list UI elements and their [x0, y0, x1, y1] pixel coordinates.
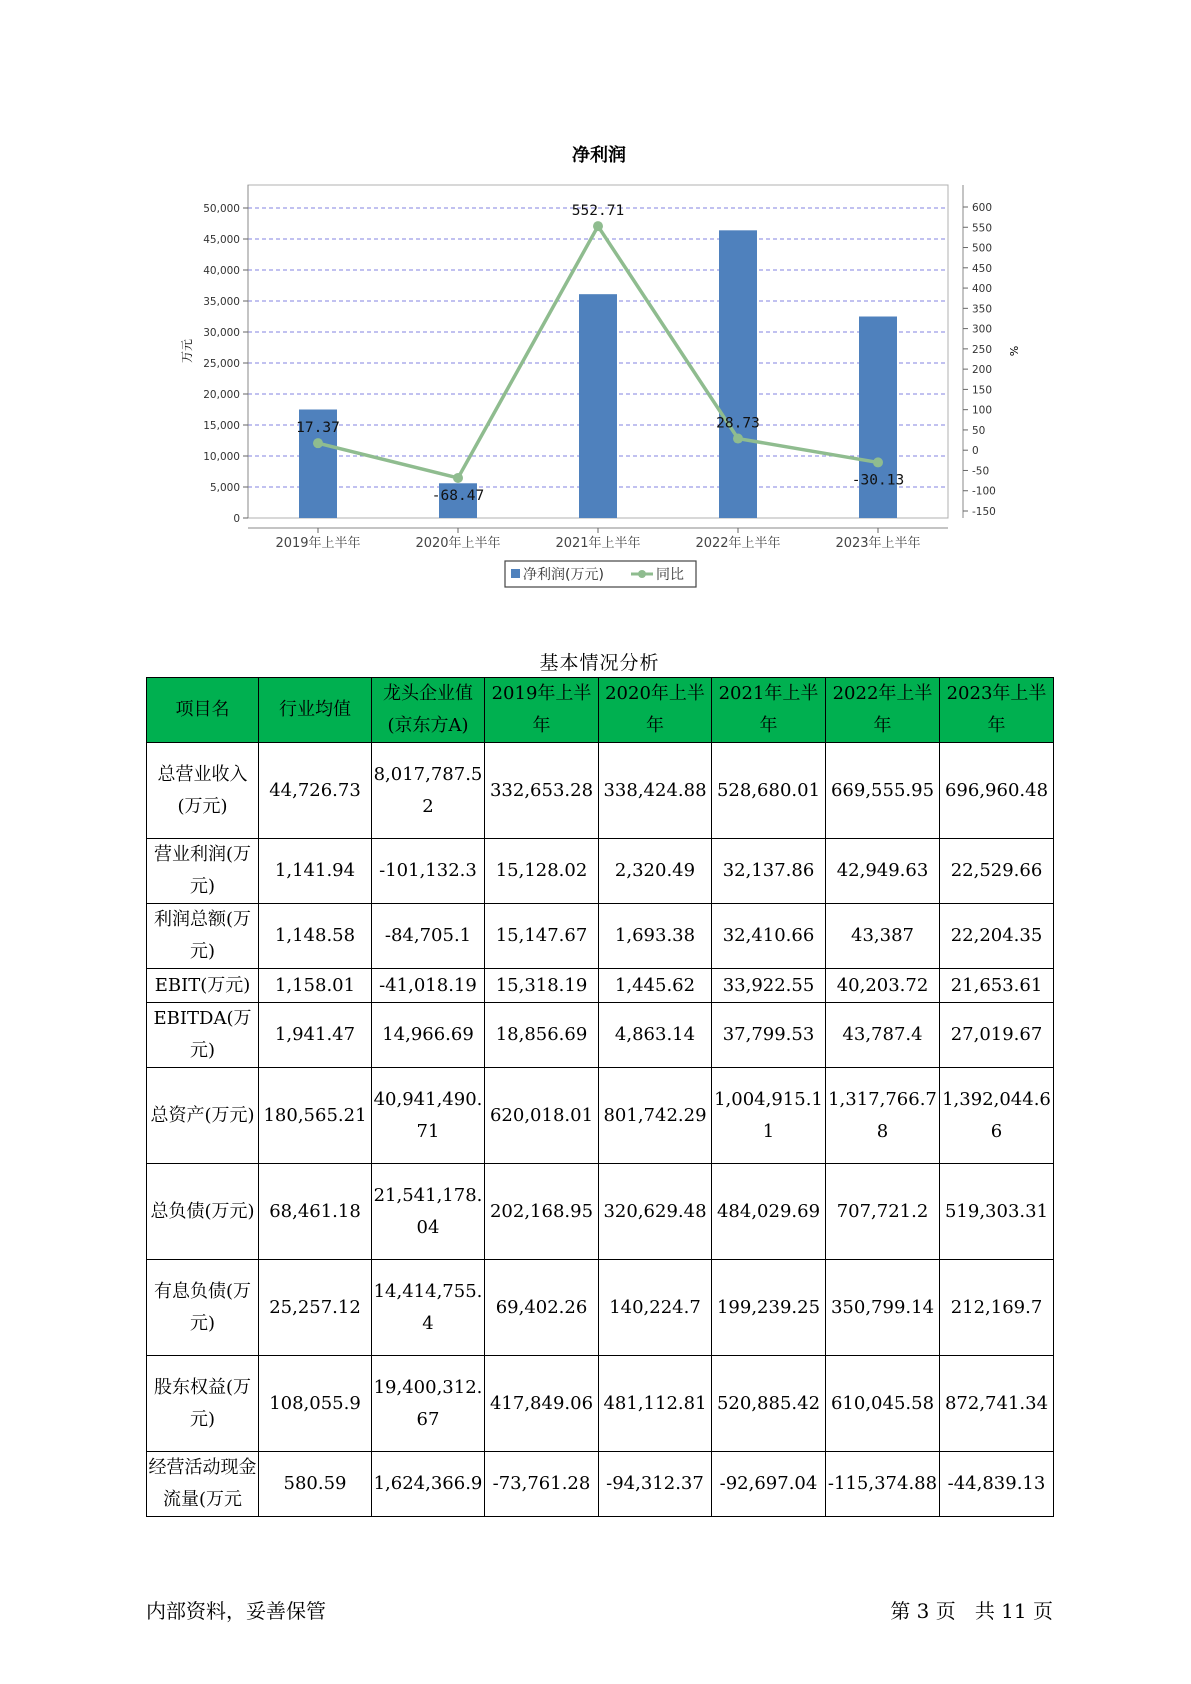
table-cell: 69,402.26: [485, 1260, 599, 1356]
table-cell: 37,799.53: [712, 1003, 826, 1068]
table-cell: 1,148.58: [259, 904, 372, 969]
y2-tick-label: -100: [972, 485, 996, 498]
table-title: 基本情况分析: [539, 652, 660, 674]
table-cell: 519,303.31: [940, 1164, 1054, 1260]
legend-line-marker: [638, 570, 646, 578]
y-axis-right: [963, 185, 996, 518]
table-cell: 15,147.67: [485, 904, 599, 969]
table-row: [147, 1068, 1054, 1164]
header-cell: 行业均值: [259, 678, 372, 743]
y2-tick-label: 500: [972, 242, 993, 255]
y2-tick-label: 150: [972, 384, 993, 397]
y-tick-label: 50,000: [203, 203, 240, 215]
table-cell: -115,374.88: [826, 1452, 940, 1517]
x-tick-label: 2023年上半年: [835, 536, 921, 551]
table-cell: 1,693.38: [599, 904, 712, 969]
y-tick-label: 30,000: [203, 327, 240, 339]
line-point: [873, 457, 883, 467]
table-cell: 25,257.12: [259, 1260, 372, 1356]
table-cell: -92,697.04: [712, 1452, 826, 1517]
x-tick-label: 2022年上半年: [695, 536, 781, 551]
table-cell: 338,424.88: [599, 743, 712, 839]
y2-tick-label: 300: [972, 323, 993, 336]
header-cell: 2020年上半年: [599, 678, 712, 743]
table-cell: 22,204.35: [940, 904, 1054, 969]
table-cell: -44,839.13: [940, 1452, 1054, 1517]
line-point: [593, 221, 603, 231]
y-tick-label: 25,000: [203, 358, 240, 370]
table-cell: 1,158.01: [259, 969, 372, 1003]
table-header-row: [147, 678, 1054, 743]
table-row: [147, 1260, 1054, 1356]
table-cell: 32,137.86: [712, 839, 826, 904]
table-cell: 610,045.58: [826, 1356, 940, 1452]
y2-tick-label: 450: [972, 262, 993, 275]
y2-tick-label: 100: [972, 404, 993, 417]
y2-tick-label: -150: [972, 506, 996, 518]
table-cell: 27,019.67: [940, 1003, 1054, 1068]
table-cell: 140,224.7: [599, 1260, 712, 1356]
table-cell: 1,141.94: [259, 839, 372, 904]
table-cell: 202,168.95: [485, 1164, 599, 1260]
y2-tick-label: 0: [972, 445, 979, 458]
table-cell: 43,787.4: [826, 1003, 940, 1068]
data-label: 552.71: [571, 203, 625, 220]
header-cell: 2023年上半年: [940, 678, 1054, 743]
table-cell: 108,055.9: [259, 1356, 372, 1452]
table-row: [147, 839, 1054, 904]
y-tick-label: 20,000: [203, 389, 240, 401]
header-cell: 项目名: [147, 678, 259, 743]
table-row: [147, 904, 1054, 969]
table-cell: 707,721.2: [826, 1164, 940, 1260]
table-row: [147, 1452, 1054, 1517]
table-cell: 22,529.66: [940, 839, 1054, 904]
table-cell: -101,132.3: [372, 839, 485, 904]
table-cell: 19,400,312.67: [372, 1356, 485, 1452]
header-cell: 2022年上半年: [826, 678, 940, 743]
legend-bar-swatch: [511, 569, 520, 578]
table-cell: 1,941.47: [259, 1003, 372, 1068]
table-cell: 8,017,787.52: [372, 743, 485, 839]
header-cell: 2019年上半年: [485, 678, 599, 743]
table-cell: 320,629.48: [599, 1164, 712, 1260]
bar: [719, 230, 757, 518]
line-point: [453, 473, 463, 483]
table-cell: 14,414,755.4: [372, 1260, 485, 1356]
table-row: [147, 1356, 1054, 1452]
table-cell: 872,741.34: [940, 1356, 1054, 1452]
table-cell: 484,029.69: [712, 1164, 826, 1260]
row-label-cell: 有息负债(万元): [147, 1260, 259, 1356]
table-cell: 620,018.01: [485, 1068, 599, 1164]
table-cell: 18,856.69: [485, 1003, 599, 1068]
row-label-cell: EBIT(万元): [147, 969, 259, 1003]
chart-legend: [505, 561, 696, 587]
data-label: -30.13: [851, 472, 905, 489]
y-axis-left: [203, 185, 248, 525]
table-cell: 40,941,490.71: [372, 1068, 485, 1164]
row-label-cell: 营业利润(万元): [147, 839, 259, 904]
table-cell: 180,565.21: [259, 1068, 372, 1164]
row-label-cell: 股东权益(万元): [147, 1356, 259, 1452]
table-cell: 199,239.25: [712, 1260, 826, 1356]
header-cell: 龙头企业值(京东方A): [372, 678, 485, 743]
row-label-cell: 利润总额(万元): [147, 904, 259, 969]
y-tick-label: 15,000: [203, 420, 240, 432]
table-cell: 15,128.02: [485, 839, 599, 904]
table-row: [147, 1164, 1054, 1260]
y-tick-label: 40,000: [203, 265, 240, 277]
table-cell: 21,541,178.04: [372, 1164, 485, 1260]
table-cell: 4,863.14: [599, 1003, 712, 1068]
table-row: [147, 1003, 1054, 1068]
table-cell: 68,461.18: [259, 1164, 372, 1260]
row-label-cell: 总负债(万元): [147, 1164, 259, 1260]
row-label-cell: 总资产(万元): [147, 1068, 259, 1164]
table-cell: 44,726.73: [259, 743, 372, 839]
footer-confidential: 内部资料，妥善保管: [146, 1599, 326, 1623]
table-cell: 520,885.42: [712, 1356, 826, 1452]
table-row: [147, 743, 1054, 839]
bar: [579, 294, 617, 518]
table-cell: 528,680.01: [712, 743, 826, 839]
x-tick-label: 2019年上半年: [275, 536, 361, 551]
y-tick-label: 0: [233, 513, 240, 525]
y2-tick-label: 400: [972, 283, 993, 296]
y2-axis-label: %: [1007, 345, 1020, 357]
net-profit-chart: [0, 0, 1191, 620]
y-tick-label: 45,000: [203, 234, 240, 246]
y2-tick-label: 50: [972, 424, 986, 437]
y2-tick-label: 600: [972, 202, 993, 214]
table-cell: 417,849.06: [485, 1356, 599, 1452]
y-axis-label: 万元: [180, 338, 194, 364]
header-cell: 2021年上半年: [712, 678, 826, 743]
y2-tick-label: 550: [972, 222, 993, 235]
footer-page-number: 第 3 页 共 11 页: [890, 1599, 1053, 1623]
table-cell: 42,949.63: [826, 839, 940, 904]
table-cell: 1,392,044.66: [940, 1068, 1054, 1164]
table-cell: 43,387: [826, 904, 940, 969]
table-cell: 1,445.62: [599, 969, 712, 1003]
table-cell: -41,018.19: [372, 969, 485, 1003]
x-tick-label: 2021年上半年: [555, 536, 641, 551]
x-tick-label: 2020年上半年: [415, 536, 501, 551]
table-cell: 332,653.28: [485, 743, 599, 839]
table-cell: 669,555.95: [826, 743, 940, 839]
line-point: [313, 438, 323, 448]
table-cell: 40,203.72: [826, 969, 940, 1003]
table-cell: 481,112.81: [599, 1356, 712, 1452]
table-cell: 580.59: [259, 1452, 372, 1517]
table-cell: 32,410.66: [712, 904, 826, 969]
line-point: [733, 434, 743, 444]
table-cell: 1,317,766.78: [826, 1068, 940, 1164]
table-cell: 801,742.29: [599, 1068, 712, 1164]
y-tick-label: 10,000: [203, 451, 240, 463]
y2-tick-label: -50: [972, 465, 990, 478]
table-cell: 1,004,915.11: [712, 1068, 826, 1164]
data-label: 17.37: [296, 420, 340, 437]
table-cell: 212,169.7: [940, 1260, 1054, 1356]
table-cell: -94,312.37: [599, 1452, 712, 1517]
table-row: [147, 969, 1054, 1003]
y2-tick-label: 200: [972, 364, 993, 377]
row-label-cell: 总营业收入(万元): [147, 743, 259, 839]
table-cell: 696,960.48: [940, 743, 1054, 839]
table-cell: 350,799.14: [826, 1260, 940, 1356]
data-label: -68.47: [431, 487, 485, 504]
table-cell: 15,318.19: [485, 969, 599, 1003]
table-cell: 2,320.49: [599, 839, 712, 904]
row-label-cell: EBITDA(万元): [147, 1003, 259, 1068]
x-axis: [248, 528, 948, 551]
table-cell: 1,624,366.9: [372, 1452, 485, 1517]
table-cell: -73,761.28: [485, 1452, 599, 1517]
y-tick-label: 35,000: [203, 296, 240, 308]
legend-bar-label: 净利润(万元): [523, 567, 604, 583]
y2-tick-label: 250: [972, 343, 993, 356]
y-tick-label: 5,000: [209, 482, 240, 494]
row-label-cell: 经营活动现金流量(万元: [147, 1452, 259, 1517]
basic-analysis-table: [146, 677, 1054, 1517]
table-cell: 14,966.69: [372, 1003, 485, 1068]
chart-title: 净利润: [572, 145, 626, 166]
table-cell: 33,922.55: [712, 969, 826, 1003]
table-cell: 21,653.61: [940, 969, 1054, 1003]
table-cell: -84,705.1: [372, 904, 485, 969]
y2-tick-label: 350: [972, 303, 993, 316]
data-label: 28.73: [716, 415, 760, 432]
legend-line-label: 同比: [656, 567, 684, 583]
